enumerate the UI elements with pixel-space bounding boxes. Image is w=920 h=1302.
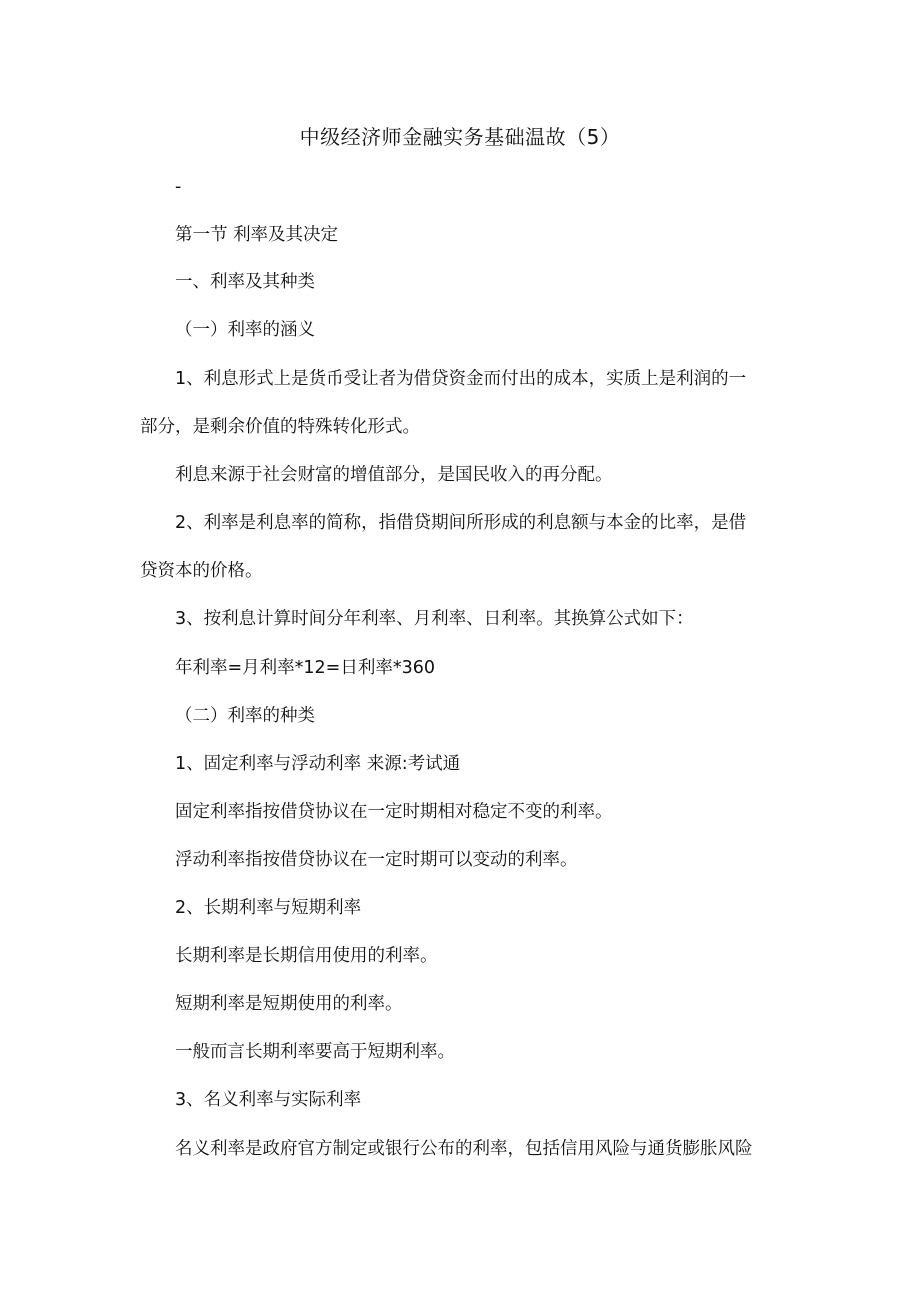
paragraph-line: 名义利率是政府官方制定或银行公布的利率，包括信用风险与通货膨胀风险 [175,1139,753,1159]
paragraph-line: 固定利率指按借贷协议在一定时期相对稳定不变的利率。 [175,802,613,822]
paragraph-line: 3、按利息计算时间分年利率、月利率、日利率。其换算公式如下： [175,609,694,629]
paragraph-line: 2、长期利率与短期利率 [175,898,362,918]
subsubsection-heading: （二）利率的种类 [175,706,315,726]
paragraph-line: 1、固定利率与浮动利率 来源:考试通 [175,754,461,774]
subsubsection-heading: （一）利率的涵义 [175,320,315,340]
paragraph-line: 利息来源于社会财富的增值部分，是国民收入的再分配。 [175,465,613,485]
separator-dash: - [175,177,182,197]
paragraph-line: 长期利率是长期信用使用的利率。 [175,946,438,966]
section-heading: 第一节 利率及其决定 [175,225,339,245]
paragraph-line: 2、利率是利息率的简称，指借贷期间所形成的利息额与本金的比率，是借 [175,513,747,533]
paragraph-line: 浮动利率指按借贷协议在一定时期可以变动的利率。 [175,850,578,870]
paragraph-line: 部分，是剩余价值的特殊转化形式。 [140,417,420,437]
paragraph-line: 1、利息形式上是货币受让者为借贷资金而付出的成本，实质上是利润的一 [175,369,747,389]
document-title: 中级经济师金融实务基础温故（5） [299,125,621,149]
paragraph-line: 一般而言长期利率要高于短期利率。 [175,1042,455,1062]
paragraph-line: 3、名义利率与实际利率 [175,1090,362,1110]
formula-line: 年利率=月利率*12=日利率*360 [175,658,435,678]
paragraph-line: 贷资本的价格。 [140,561,263,581]
paragraph-line: 短期利率是短期使用的利率。 [175,994,403,1014]
subsection-heading: 一、利率及其种类 [175,272,315,292]
